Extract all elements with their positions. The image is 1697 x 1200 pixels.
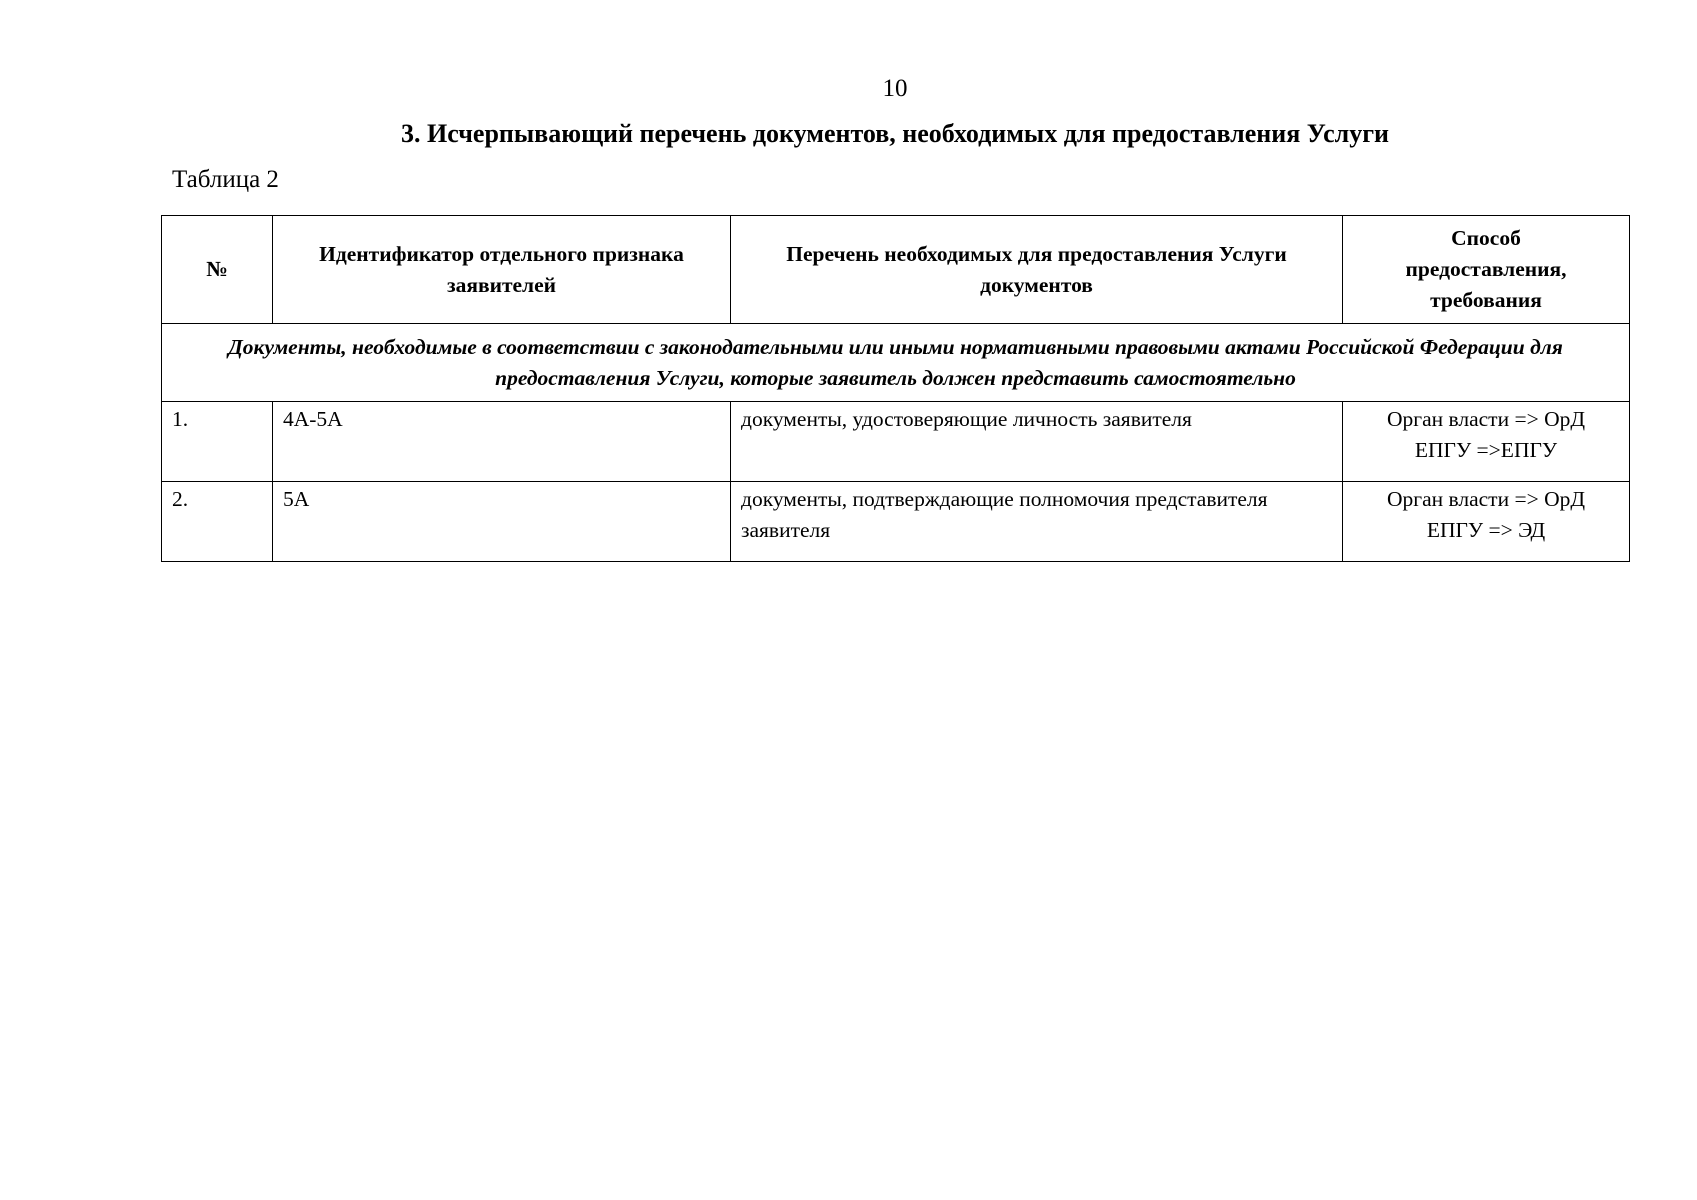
section-title: 3. Исчерпывающий перечень документов, необходимых для предоставления Услуги [401,119,1389,148]
group-heading: Документы, необходимые в соответствии с законодательными или иными нормативными правовыми актами Российской Федерации для предоставления Услуги, которые заявитель должен представить самостоятельно [162,324,1630,402]
cell-identifier: 5А [273,482,731,562]
table-header [162,216,1630,324]
header-method: Способ предоставления, требования [1343,216,1630,324]
header-number: № [162,216,273,324]
cell-document: документы, удостоверяющие личность заявителя [731,402,1343,482]
header-identifier: Идентификатор отдельного признака заявителей [273,216,731,324]
cell-method [1343,402,1630,482]
cell-method [1343,482,1630,562]
cell-number: 1. [162,402,273,482]
method-line-1: Орган власти => ОрД [1386,407,1586,431]
header-row [162,216,1630,324]
cell-identifier: 4А-5А [273,402,731,482]
cell-number: 2. [162,482,273,562]
table-caption: Таблица 2 [172,166,279,193]
method-line-1: Орган власти => ОрД [1386,487,1586,511]
header-document-list: Перечень необходимых для предоставления Услуги документов [731,216,1343,324]
table-row [162,402,1630,482]
page-number: 10 [882,75,908,102]
table-row [162,482,1630,562]
table-body [162,324,1630,562]
group-row [162,324,1630,402]
method-line-2: ЕПГУ => ЭД [1426,518,1546,542]
documents-table [161,215,1630,562]
cell-document: документы, подтверждающие полномочия представителя заявителя [731,482,1343,562]
method-line-2: ЕПГУ =>ЕПГУ [1414,438,1558,462]
